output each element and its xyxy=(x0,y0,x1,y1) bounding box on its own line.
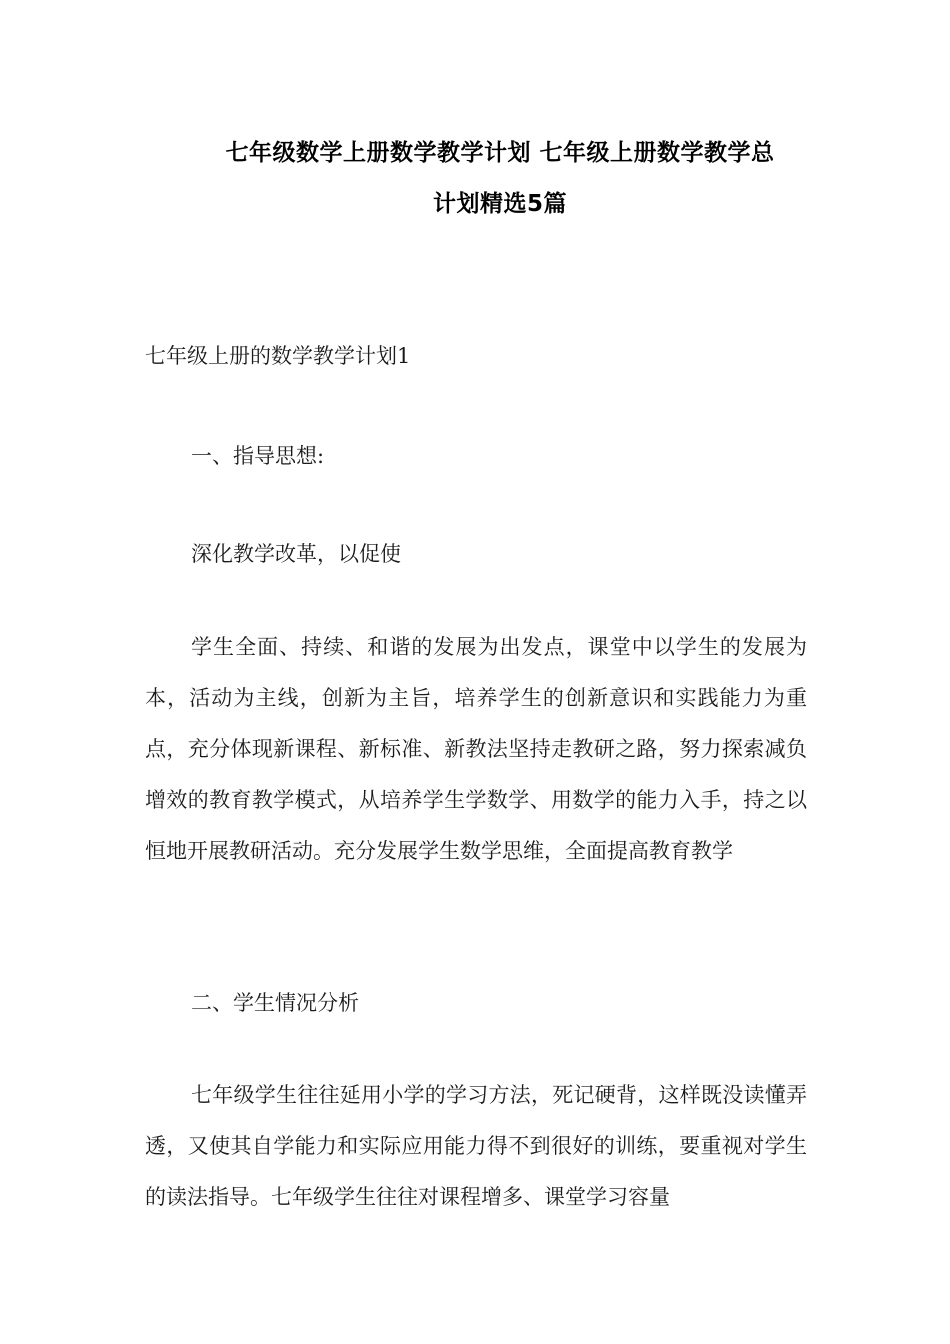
paragraph-1: 深化教学改革，以促使 xyxy=(191,542,401,566)
document-title-line-1: 七年级数学上册数学教学计划 七年级上册数学教学总 xyxy=(225,140,775,166)
section-heading: 七年级上册的数学教学计划1 xyxy=(145,344,411,368)
document-title-line-2: 计划精选5篇 xyxy=(432,191,567,217)
paragraph-2: 学生全面、持续、和谐的发展为出发点，课堂中以学生的发展为本，活动为主线，创新为主旨，培养学生的创新意识和实践能力为重点，充分体现新课程、新标准、新教法坚持走教研之路，努力探索减负增效的教育教学模式，从培养学生学数学、用数学的能力入手，持之以恒地开展教研活动。充分发展学生数学思维，全面提高教育教学 xyxy=(145,635,807,863)
heading-guiding-ideology: 一、指导思想: xyxy=(191,444,325,468)
heading-student-analysis: 二、学生情况分析 xyxy=(191,991,359,1015)
paragraph-3: 七年级学生往往延用小学的学习方法，死记硬背，这样既没读懂弄透，又使其自学能力和实际应用能力得不到很好的训练，要重视对学生的读法指导。七年级学生往往对课程增多、课堂学习容量 xyxy=(145,1083,807,1209)
